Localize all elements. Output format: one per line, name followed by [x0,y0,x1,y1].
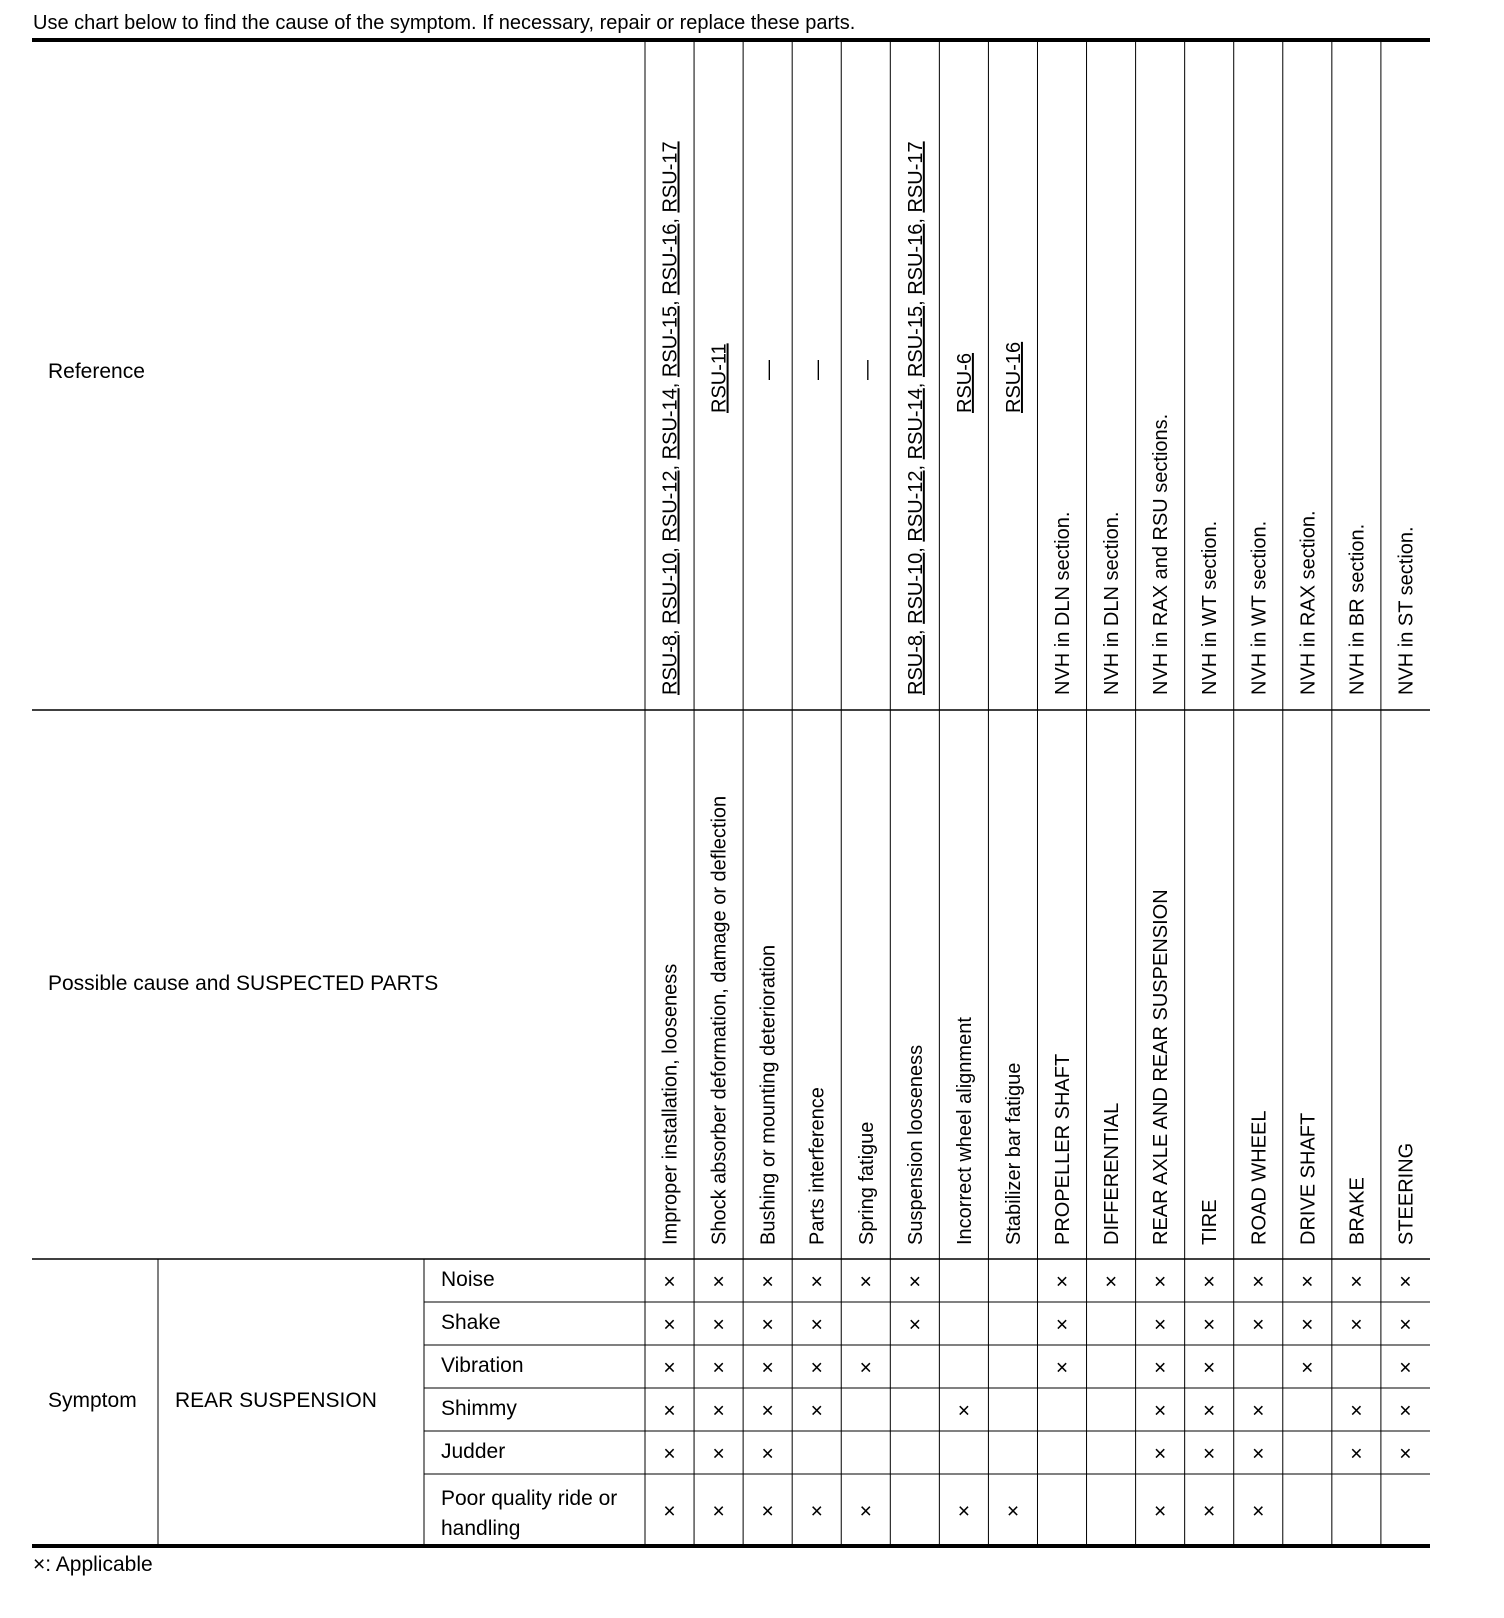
applicable-mark: × [761,1313,774,1337]
category-label: REAR SUSPENSION [175,1389,377,1412]
reference-link[interactable]: RSU-16 [904,223,927,295]
reference-link[interactable]: RSU-12 [659,470,682,542]
symptom-name: Judder [441,1440,506,1463]
symptom-name: Poor quality ride or [441,1487,618,1510]
reference-link[interactable]: RSU-8 [659,634,682,695]
reference-separator: , [904,623,927,635]
applicable-mark: × [761,1500,774,1523]
legend-text: ×: Applicable [33,1553,153,1576]
symptom-name: handling [441,1517,521,1540]
applicable-mark: × [810,1500,823,1523]
cause-label: PROPELLER SHAFT [1052,1053,1075,1245]
intro-text: Use chart below to find the cause of the symptom. If necessary, repair or replace these parts. [33,12,856,34]
reference-link[interactable]: RSU-11 [708,343,731,413]
reference-part: NVH in BR section. [1346,523,1369,695]
possible-cause-label: Possible cause and SUSPECTED PARTS [48,972,439,995]
reference-part: NVH in WT section. [1248,520,1271,695]
reference-separator: , [659,459,682,471]
applicable-mark: × [1301,1270,1314,1294]
reference-text[interactable] [905,141,927,695]
applicable-mark: × [761,1442,774,1466]
cause-label: Parts interference [806,1087,829,1245]
reference-dash-text: — [757,360,780,380]
applicable-mark: × [712,1399,725,1423]
applicable-mark: × [712,1500,725,1523]
applicable-mark: × [1055,1270,1069,1294]
applicable-mark: × [1203,1313,1216,1337]
reference-text [1346,524,1368,695]
reference-separator: , [904,294,927,306]
symptom-name: Shimmy [441,1397,517,1420]
cause-label: Bushing or mounting deterioration [757,944,780,1245]
symptom-name: Noise [441,1268,495,1291]
reference-link[interactable]: RSU-8 [904,634,927,695]
reference-link[interactable]: RSU-16 [1002,341,1025,413]
applicable-mark: × [908,1313,921,1337]
cause-label: Shock absorber deformation, damage or deflection [708,795,731,1245]
reference-separator: , [904,541,927,553]
reference-link[interactable]: RSU-6 [953,352,976,413]
chart-headers [48,360,438,1412]
applicable-mark: × [712,1356,725,1380]
reference-link[interactable]: RSU-17 [659,141,682,213]
applicable-mark: × [1252,1500,1265,1523]
cause-label: ROAD WHEEL [1248,1110,1271,1245]
applicable-mark: × [1153,1356,1167,1380]
cause-row [660,796,1418,1245]
reference-text[interactable] [1003,342,1025,413]
applicable-mark: × [1399,1270,1412,1294]
cause-label: Incorrect wheel alignment [953,1017,976,1245]
applicable-mark: × [1399,1313,1412,1337]
reference-link[interactable]: RSU-14 [659,388,682,460]
applicable-mark: × [1301,1313,1314,1337]
reference-separator: , [659,623,682,635]
reference-separator: , [904,212,927,224]
reference-link[interactable]: RSU-15 [659,305,682,378]
chart-grid [32,40,1430,1546]
applicable-mark: × [810,1313,823,1337]
reference-text [1052,512,1074,695]
reference-part: NVH in DLN section. [1101,511,1124,695]
reference-link[interactable]: RSU-14 [904,388,927,460]
cause-label: Suspension looseness [904,1044,927,1245]
applicable-mark: × [761,1356,774,1380]
symptom-name: Shake [441,1311,501,1334]
applicable-mark: × [1252,1270,1265,1294]
applicable-mark: × [1350,1313,1363,1337]
applicable-mark: × [663,1500,676,1523]
applicable-mark: × [1153,1313,1167,1337]
applicable-mark: × [1055,1313,1069,1337]
reference-row [660,141,1418,695]
reference-link[interactable]: RSU-10 [659,552,682,624]
reference-text[interactable] [709,343,731,413]
applicable-mark: × [1153,1270,1167,1294]
applicable-mark: × [957,1500,971,1523]
cause-label: TIRE [1199,1199,1222,1245]
cause-label: DIFFERENTIAL [1101,1102,1124,1245]
applicable-mark: × [1252,1399,1265,1423]
reference-separator: , [659,377,682,389]
applicable-mark: × [1350,1442,1363,1466]
applicable-mark: × [1104,1270,1118,1294]
reference-link[interactable]: RSU-12 [904,470,927,542]
cause-label: Improper installation, looseness [659,963,682,1245]
applicable-mark: × [908,1270,921,1294]
applicable-mark: × [1399,1399,1412,1423]
symptom-label: Symptom [48,1389,137,1412]
reference-link[interactable]: RSU-15 [904,305,927,378]
reference-part: NVH in WT section. [1199,520,1222,695]
reference-separator: , [659,541,682,553]
applicable-mark: × [1203,1500,1216,1523]
reference-text[interactable] [954,353,976,413]
reference-part: NVH in RAX and RSU sections. [1150,413,1173,695]
cause-label: DRIVE SHAFT [1297,1112,1320,1245]
applicable-mark: × [1399,1442,1412,1466]
applicable-mark: × [859,1270,872,1294]
applicable-mark: × [1301,1356,1314,1380]
applicable-mark: × [1399,1356,1412,1380]
reference-text[interactable] [660,141,682,695]
reference-text [1101,512,1123,695]
applicable-mark: × [810,1356,823,1380]
reference-separator: , [659,212,682,224]
cause-label: Stabilizer bar fatigue [1002,1062,1025,1245]
applicable-mark: × [1203,1442,1216,1466]
applicable-mark: × [1203,1270,1216,1294]
reference-text [1199,521,1221,695]
cause-label: BRAKE [1346,1177,1369,1245]
applicable-mark: × [1203,1399,1216,1423]
applicable-mark: × [1252,1442,1265,1466]
applicable-mark: × [810,1399,823,1423]
applicable-mark: × [663,1356,676,1380]
applicable-mark: × [663,1399,676,1423]
applicable-mark: × [1055,1356,1069,1380]
applicable-mark: × [859,1500,872,1523]
applicable-mark: × [957,1399,971,1423]
reference-text [1248,521,1270,695]
reference-link[interactable]: RSU-10 [904,552,927,624]
symptom-name: Vibration [441,1354,524,1377]
reference-dash-text: — [806,360,829,380]
applicable-mark: × [1350,1399,1363,1423]
reference-text [1395,526,1417,695]
applicable-mark: × [1153,1442,1167,1466]
applicable-mark: × [663,1313,676,1337]
applicable-mark: × [1350,1270,1363,1294]
applicable-mark: × [1153,1399,1167,1423]
applicable-mark: × [761,1270,774,1294]
applicable-mark: × [712,1313,725,1337]
reference-separator: , [904,459,927,471]
reference-dash-text: — [855,360,878,380]
applicable-mark: × [761,1399,774,1423]
applicable-mark: × [1203,1356,1216,1380]
reference-separator: , [904,377,927,389]
symptom-rows [441,1268,617,1540]
reference-part: NVH in DLN section. [1052,511,1075,695]
reference-text [1297,510,1319,695]
applicable-mark: × [663,1270,676,1294]
applicable-mark: × [712,1270,725,1294]
applicable-mark: × [859,1356,872,1380]
applicable-mark: × [712,1442,725,1466]
reference-separator: , [659,294,682,306]
reference-label: Reference [48,360,145,383]
reference-link[interactable]: RSU-16 [659,223,682,295]
reference-text [1150,414,1172,695]
cause-label: Spring fatigue [855,1121,878,1245]
reference-part: NVH in ST section. [1395,526,1418,695]
reference-link[interactable]: RSU-17 [904,141,927,213]
reference-part: NVH in RAX section. [1297,510,1320,695]
applicable-mark: × [1006,1500,1020,1523]
cause-label: STEERING [1395,1142,1418,1245]
applicable-mark: × [810,1270,823,1294]
applicable-mark: × [1153,1500,1167,1523]
applicable-mark: × [1252,1313,1265,1337]
cause-label: REAR AXLE AND REAR SUSPENSION [1150,889,1173,1245]
applicable-mark: × [663,1442,676,1466]
